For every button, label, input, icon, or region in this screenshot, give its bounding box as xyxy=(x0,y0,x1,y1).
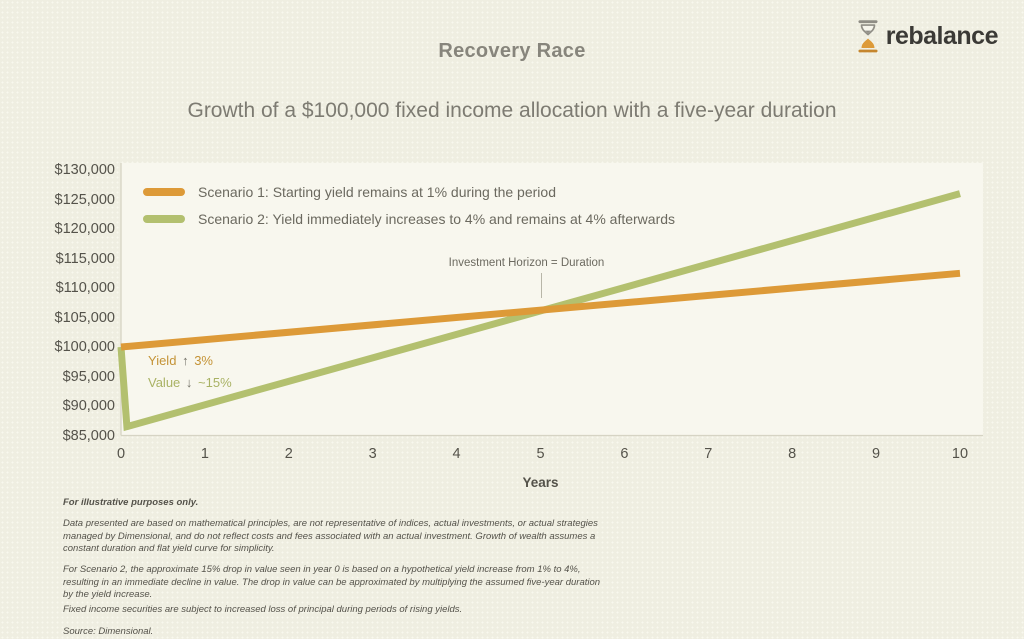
y-tick-label: $90,000 xyxy=(62,398,115,414)
footnote-methodology: Data presented are based on mathematical principles, are not representative of indices, actual investments, or actual strategies managed by Dimensional, and do not reflect costs and fees associated with an actual investment. Growth of wealth assumes a constant duration and flat yield curve for simplicity. xyxy=(63,518,598,555)
x-axis-title: Years xyxy=(522,475,559,490)
scenario1-swatch xyxy=(143,188,185,196)
yield-change-annotation xyxy=(148,350,232,394)
y-tick-label: $125,000 xyxy=(54,191,115,208)
arrow-down-icon: ↓ xyxy=(185,375,193,390)
yield-change-line xyxy=(148,350,232,372)
x-tick-label: 7 xyxy=(704,446,713,462)
x-tick-label: 8 xyxy=(788,446,797,462)
yield-label: Yield xyxy=(148,353,177,368)
arrow-up-icon: ↑ xyxy=(182,353,189,368)
footnotes xyxy=(63,497,608,639)
legend xyxy=(143,182,675,236)
footnote-scenario2: For Scenario 2, the approximate 15% drop in value seen in year 0 is based on a hypothetical yield increase from 1% to 4%, resulting in an immediate decline in value. The drop in value can be approximated by multiplying the assumed five-year duration by the yield increase. xyxy=(63,564,601,601)
chart-subtitle: Growth of a $100,000 fixed income allocation with a five-year duration xyxy=(187,99,837,122)
value-change-line xyxy=(148,372,232,394)
scenario2-label: Scenario 2: Yield immediately increases to 4% and remains at 4% afterwards xyxy=(198,211,676,227)
x-tick-label: 6 xyxy=(620,446,629,462)
x-tick-label: 4 xyxy=(452,446,461,462)
value-change-value: ~15% xyxy=(198,375,232,390)
x-tick-label: 10 xyxy=(951,446,969,462)
logo-text: rebalance xyxy=(885,22,998,50)
footnote-risk: Fixed income securities are subject to increased loss of principal during periods of rising yields. xyxy=(63,604,463,616)
x-tick-label: 0 xyxy=(116,446,126,462)
footnote-disclaimer: For illustrative purposes only. xyxy=(63,497,199,508)
footnote-source: Source: Dimensional. xyxy=(63,625,154,637)
page-title: Recovery Race xyxy=(438,40,586,62)
y-tick-label: $100,000 xyxy=(54,339,115,355)
x-tick-label: 3 xyxy=(368,446,377,462)
y-tick-label: $130,000 xyxy=(54,162,115,178)
scenario1-label: Scenario 1: Starting yield remains at 1% during the period xyxy=(198,184,556,200)
y-tick-label: $85,000 xyxy=(62,427,115,444)
legend-item-scenario1 xyxy=(143,182,675,202)
horizon-pointer-line xyxy=(541,273,542,298)
y-tick-label: $95,000 xyxy=(62,368,115,385)
legend-item-scenario2 xyxy=(143,209,675,229)
value-label: Value xyxy=(148,375,181,390)
y-tick-label: $115,000 xyxy=(55,250,115,267)
horizon-annotation: Investment Horizon = Duration xyxy=(448,257,605,269)
y-tick-label: $110,000 xyxy=(55,280,115,296)
scenario2-swatch xyxy=(143,215,185,223)
y-tick-label: $105,000 xyxy=(54,309,115,326)
x-tick-label: 5 xyxy=(536,446,545,462)
yield-value: 3% xyxy=(194,353,213,368)
y-tick-label: $120,000 xyxy=(54,221,115,237)
x-tick-label: 1 xyxy=(200,446,209,462)
x-tick-label: 2 xyxy=(284,446,293,462)
x-tick-label: 9 xyxy=(872,446,881,462)
